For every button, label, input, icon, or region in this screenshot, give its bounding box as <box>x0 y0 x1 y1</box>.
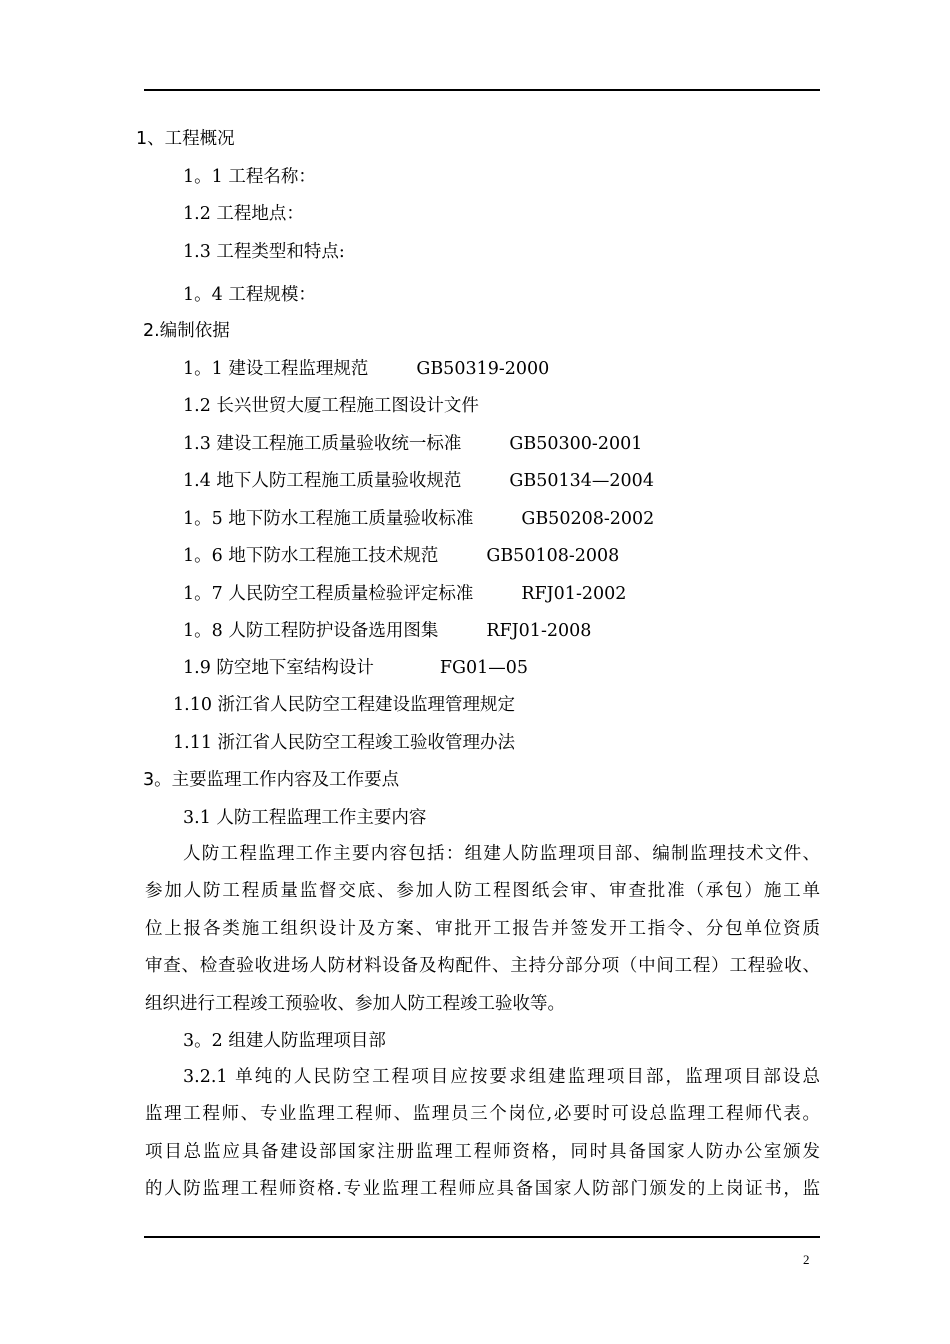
paragraph-line: 参加人防工程质量监督交底、参加人防工程图纸会审、审查批准（承包）施工单 <box>145 881 820 902</box>
list-item <box>183 431 642 457</box>
standard-code: GB50134—2004 <box>509 471 654 491</box>
paragraph-line: 的人防监理工程师资格.专业监理工程师应具备国家人防部门颁发的上岗证书，监 <box>145 1179 820 1200</box>
standard-code: GB50300-2001 <box>509 434 643 454</box>
list-item: 1。1 工程名称： <box>183 167 316 187</box>
list-item <box>183 581 626 607</box>
paragraph-line: 项目总监应具备建设部国家注册监理工程师资格，同时具备国家人防办公室颁发 <box>145 1141 820 1162</box>
subsection-title: 3。2 组建人防监理项目部 <box>183 1031 386 1051</box>
list-item <box>183 506 654 532</box>
standard-code: RFJ01-2008 <box>486 621 592 641</box>
standard-label: 1.2 长兴世贸大厦工程施工图设计文件 <box>183 396 479 416</box>
list-item: 1.3 工程类型和特点: <box>183 242 345 262</box>
standard-label: 1。6 地下防水工程施工技术规范 <box>183 546 439 566</box>
paragraph-line: 审查、检查验收进场人防材料设备及构配件、主持分部分项（中间工程）工程验收、 <box>145 956 820 977</box>
standard-label: 1.9 防空地下室结构设计 <box>183 658 374 678</box>
header-rule <box>144 89 820 91</box>
list-item <box>183 543 619 569</box>
list-item <box>183 356 549 382</box>
subsection-title: 3.1 人防工程监理工作主要内容 <box>183 808 427 828</box>
standard-label: 1。1 建设工程监理规范 <box>183 359 369 379</box>
list-item <box>183 468 654 494</box>
standard-code: FG01—05 <box>439 658 529 678</box>
paragraph-main-content <box>145 836 820 1023</box>
list-item <box>183 655 528 681</box>
standard-code: GB50108-2008 <box>486 546 620 566</box>
list-item <box>173 692 515 718</box>
standard-code: GB50208-2002 <box>521 509 655 529</box>
standard-label: 1。7 人民防空工程质量检验评定标准 <box>183 584 474 604</box>
paragraph-line: 人防工程监理工作主要内容包括：组建人防监理项目部、编制监理技术文件、 <box>183 844 820 864</box>
paragraph-project-team <box>145 1059 820 1209</box>
standard-label: 1.11 浙江省人民防空工程竣工验收管理办法 <box>173 733 516 753</box>
standard-label: 1。8 人防工程防护设备选用图集 <box>183 621 439 641</box>
list-item: 1.2 工程地点： <box>183 204 304 224</box>
standard-label: 1。5 地下防水工程施工质量验收标准 <box>183 509 474 529</box>
paragraph-line: 3.2.1 单纯的人民防空工程项目应按要求组建监理项目部，监理项目部设总 <box>183 1067 820 1087</box>
section-heading-overview: 1、工程概况 <box>136 129 235 149</box>
standard-label: 1.4 地下人防工程施工质量验收规范 <box>183 471 462 491</box>
standard-code: GB50319-2000 <box>416 359 550 379</box>
list-item <box>183 393 479 419</box>
footer-rule <box>144 1236 820 1238</box>
standard-label: 1.3 建设工程施工质量验收统一标准 <box>183 434 462 454</box>
list-item <box>183 618 591 644</box>
standard-code: RFJ01-2002 <box>521 584 627 604</box>
paragraph-line: 位上报各类施工组织设计及方案、审批开工报告并签发开工指令、分包单位资质 <box>145 918 820 939</box>
section-heading-supervision: 3。主要监理工作内容及工作要点 <box>143 770 400 790</box>
section-heading-basis: 2.编制依据 <box>143 321 230 341</box>
list-item <box>173 730 515 756</box>
paragraph-line: 监理工程师、专业监理工程师、监理员三个岗位,必要时可设总监理工程师代表。 <box>145 1104 820 1125</box>
list-item: 1。4 工程规模： <box>183 285 316 305</box>
paragraph-line: 组织进行工程竣工预验收、参加人防工程竣工验收等。 <box>145 993 565 1014</box>
page-number: 2 <box>803 1252 810 1267</box>
standard-label: 1.10 浙江省人民防空工程建设监理管理规定 <box>173 695 516 715</box>
